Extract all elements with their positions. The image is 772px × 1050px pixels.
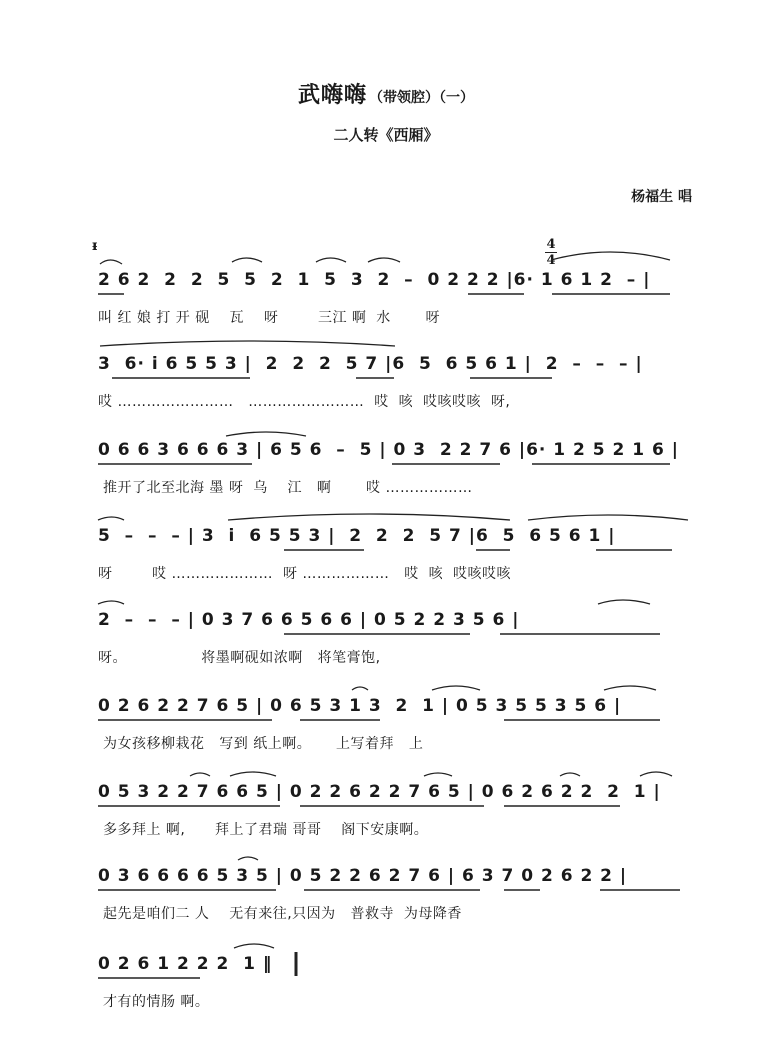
notation-line: 0 5 3 2 2 7 6 6 5 | 0 2 2 6 2 2 7 6 5 | 0 6 2 6 2 2 2 1 | [98, 782, 661, 802]
notation-line: 5 – – – | 3 i 6 5 5 3 | 2 2 2 5 7 |6 5 6 5 6 1 | [98, 526, 616, 546]
notation-line: 0 6 6 3 6 6 6 3 | 6 5 6 – 5 | 0 3 2 2 7 6 |6· 1 2 5 2 1 6 | [98, 440, 679, 460]
time-signature [543, 238, 559, 267]
lyric-line: 起先是咱们二 人 无有来往,只因为 普救寺 为母降香 [98, 906, 462, 922]
tempo-mark: ᵻ [92, 238, 98, 254]
music-system-8 [0, 862, 772, 962]
song-title [0, 78, 772, 109]
notation-line: 2 – – – | 0 3 7 6 6 5 6 6 | 0 5 2 2 3 5 6 | [98, 610, 520, 630]
music-system-5 [0, 606, 772, 706]
music-system-9 [0, 950, 772, 1050]
music-system-3 [0, 436, 772, 536]
lyric-line: 呀 哎 ………………… 呀 ……………… 哎 咳 哎咳哎咳 [98, 566, 512, 582]
notation-line: 0 2 6 2 2 7 6 5 | 0 6 5 3 1 3 2 1 | 0 5 3 5 5 3 5 6 | [98, 696, 622, 716]
lyric-line: 多多拜上 啊, 拜上了君瑞 哥哥 阁下安康啊。 [98, 822, 429, 838]
lyric-line: 哎 …………………… …………………… 哎 咳 哎咳哎咳 呀, [98, 394, 511, 410]
music-system-2 [0, 350, 772, 450]
music-system-6 [0, 692, 772, 792]
song-title-main: 武嗨嗨 [297, 82, 367, 108]
song-subtitle: 二人转《西厢》 [333, 126, 439, 144]
singer-credit: 杨福生 唱 [631, 189, 692, 205]
notation-line: 0 3 6 6 6 6 5 3 5 | 0 5 2 2 6 2 7 6 | 6 3 7 0 2 6 2 2 | [98, 866, 628, 886]
time-signature-top: 4 [546, 237, 556, 252]
time-signature-bottom: 4 [546, 253, 556, 268]
lyric-line: 推开了北至北海 墨 呀 乌 江 啊 哎 ……………… [98, 480, 473, 496]
lyric-line: 叫 红 娘 打 开 砚 瓦 呀 三江 啊 水 呀 [98, 310, 440, 326]
notation-line: 2 6 2 2 2 5 5 2 1 5 3 2 – 0 2 2 2 |6· 1 6 1 2 – | [98, 270, 651, 290]
song-title-suffix: （带领腔）（一） [369, 90, 474, 106]
notation-line: 3 6· i 6 5 5 3 | 2 2 2 5 7 |6 5 6 5 6 1 | 2 – – – | [98, 354, 643, 374]
lyric-line: 呀。 将墨啊砚如浓啊 将笔膏饱, [98, 650, 381, 666]
notation-line: 0 2 6 1 2 2 2 1 ‖ [98, 954, 273, 974]
lyric-line: 才有的情肠 啊。 [98, 994, 210, 1010]
lyric-line: 为女孩移柳栽花 写到 纸上啊。 上写着拜 上 [98, 736, 424, 752]
